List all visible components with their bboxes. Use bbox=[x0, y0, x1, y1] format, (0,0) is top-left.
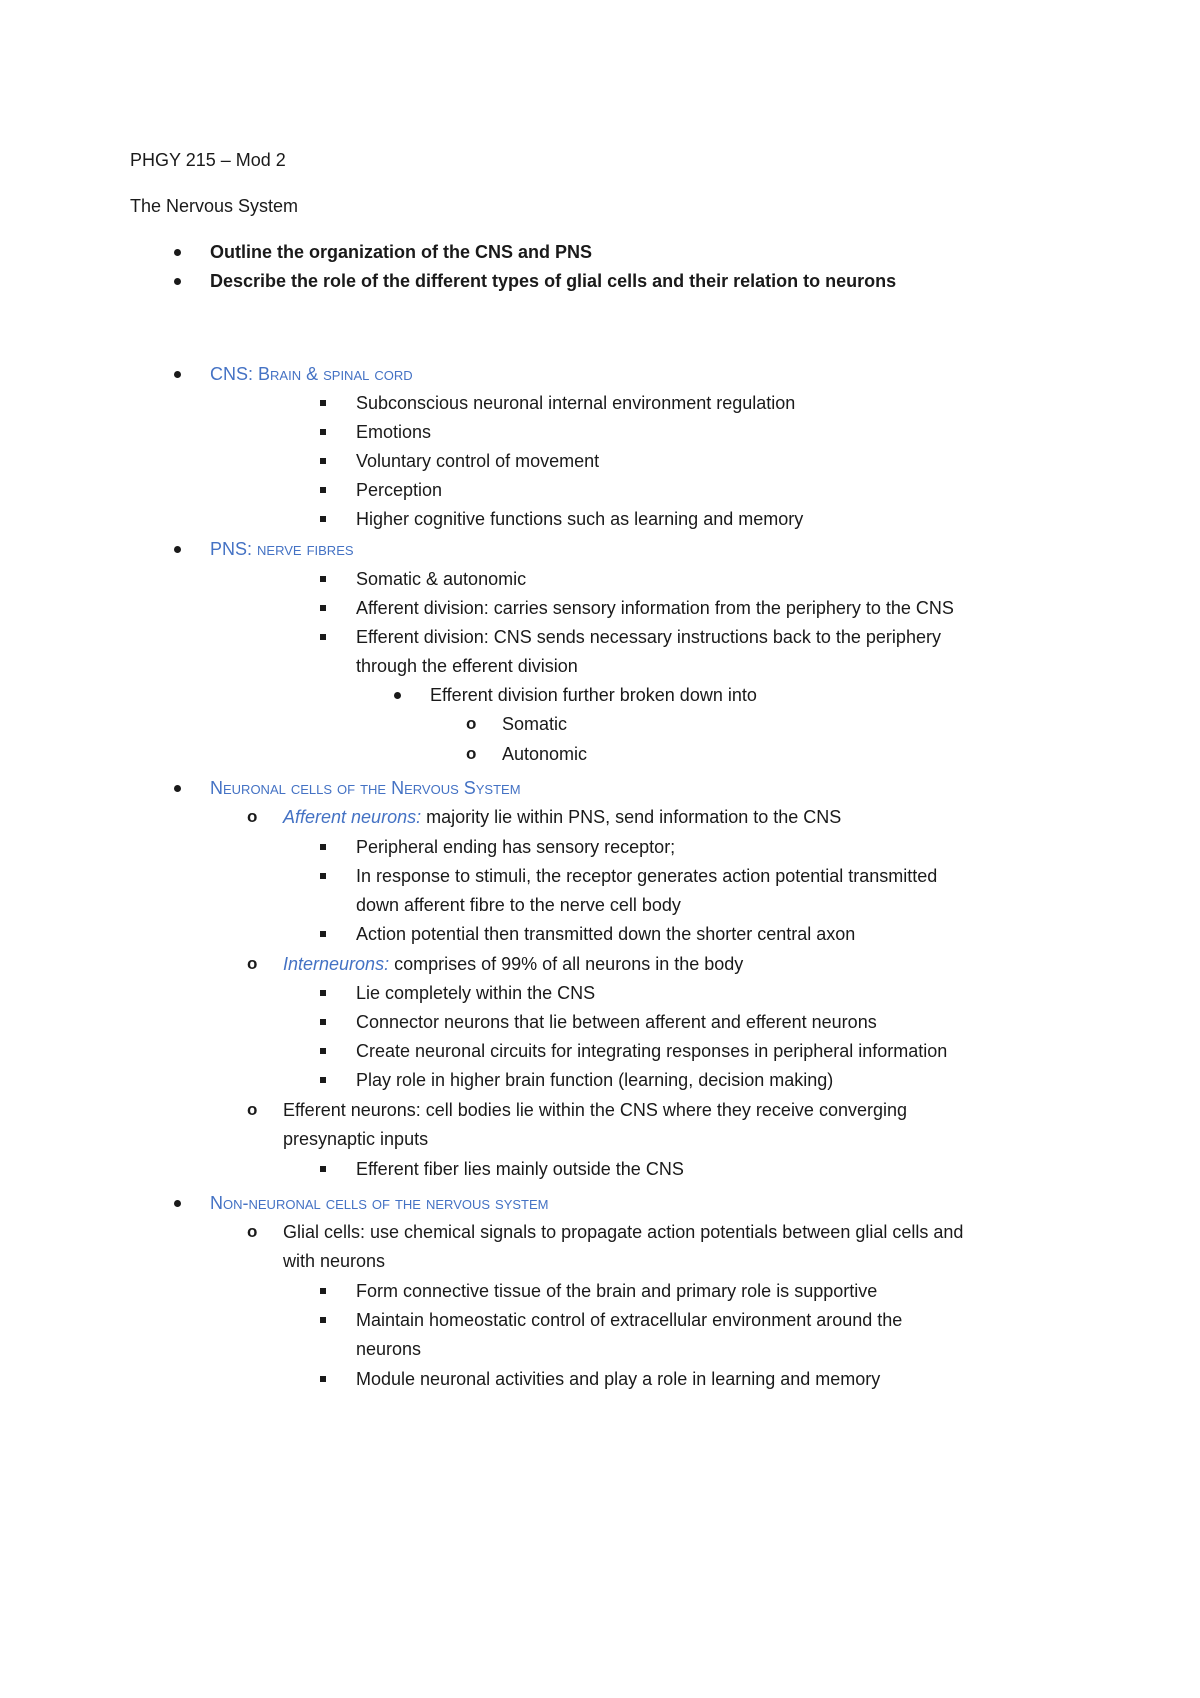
bullet-square-icon bbox=[320, 479, 326, 493]
bullet-square-icon bbox=[320, 508, 326, 522]
bullet-disc-icon bbox=[174, 270, 181, 285]
bullet-square-icon bbox=[320, 923, 326, 937]
list-item: Somatic bbox=[502, 714, 568, 734]
bullet-disc-icon bbox=[174, 241, 181, 256]
bullet-square-icon bbox=[320, 450, 326, 464]
list-item: Action potential then transmitted down the shorter central axon bbox=[356, 924, 856, 944]
bullet-square-icon bbox=[320, 865, 326, 879]
topic-title: The Nervous System bbox=[130, 196, 299, 216]
bullet-disc-icon bbox=[174, 363, 181, 378]
afferent-neurons-item bbox=[283, 806, 841, 828]
nonneuronal-heading: Non-neuronal cells of the nervous system bbox=[210, 1193, 549, 1213]
interneurons-term: Interneurons: bbox=[283, 954, 390, 974]
bullet-square-icon bbox=[320, 1011, 326, 1025]
list-item: Perception bbox=[356, 480, 443, 500]
list-item: Play role in higher brain function (learning, decision making) bbox=[356, 1070, 834, 1090]
interneurons-item bbox=[283, 953, 743, 975]
pns-title: nerve fibres bbox=[257, 539, 354, 559]
bullet-square-icon bbox=[320, 1158, 326, 1172]
interneurons-desc: comprises of 99% of all neurons in the body bbox=[389, 954, 744, 974]
bullet-square-icon bbox=[320, 1309, 326, 1323]
afferent-term: Afferent neurons: bbox=[283, 807, 422, 827]
cns-heading bbox=[210, 363, 413, 385]
bullet-square-icon bbox=[320, 982, 326, 996]
list-item: Form connective tissue of the brain and primary role is supportive bbox=[356, 1281, 878, 1301]
list-item-continuation: down afferent fibre to the nerve cell body bbox=[356, 895, 681, 915]
afferent-desc: majority lie within PNS, send information to the CNS bbox=[421, 807, 842, 827]
list-item: Maintain homeostatic control of extracellular environment around the bbox=[356, 1310, 903, 1330]
bullet-square-icon bbox=[320, 1368, 326, 1382]
list-item: In response to stimuli, the receptor generates action potential transmitted bbox=[356, 866, 938, 886]
pns-label: PNS: bbox=[210, 539, 253, 559]
bullet-circle-icon: o bbox=[247, 1100, 258, 1119]
bullet-disc-icon bbox=[174, 777, 181, 792]
bullet-circle-icon: o bbox=[247, 807, 258, 826]
cns-title: Brain & spinal cord bbox=[258, 364, 413, 384]
bullet-circle-icon: o bbox=[466, 744, 477, 763]
bullet-square-icon bbox=[320, 1040, 326, 1054]
bullet-disc-icon bbox=[174, 1192, 181, 1207]
bullet-square-icon bbox=[320, 836, 326, 850]
list-item: Connector neurons that lie between afferent and efferent neurons bbox=[356, 1012, 877, 1032]
bullet-square-icon bbox=[320, 568, 326, 582]
course-title: PHGY 215 – Mod 2 bbox=[130, 150, 286, 170]
list-item: Efferent division further broken down into bbox=[430, 685, 757, 705]
bullet-disc-icon bbox=[394, 684, 401, 699]
list-item: Create neuronal circuits for integrating responses in peripheral information bbox=[356, 1041, 948, 1061]
list-item: Voluntary control of movement bbox=[356, 451, 600, 471]
bullet-circle-icon: o bbox=[466, 714, 477, 733]
list-item: Autonomic bbox=[502, 744, 588, 764]
bullet-circle-icon: o bbox=[247, 954, 258, 973]
bullet-square-icon bbox=[320, 1280, 326, 1294]
list-item-continuation: through the efferent division bbox=[356, 656, 578, 676]
pns-heading bbox=[210, 538, 354, 560]
list-item-continuation: neurons bbox=[356, 1339, 422, 1359]
bullet-disc-icon bbox=[174, 538, 181, 553]
efferent-neurons-continuation: presynaptic inputs bbox=[283, 1129, 429, 1149]
bullet-square-icon bbox=[320, 1069, 326, 1083]
objective-item: Outline the organization of the CNS and PNS bbox=[210, 242, 593, 262]
objective-item: Describe the role of the different types of glial cells and their relation to neurons bbox=[210, 271, 897, 291]
list-item: Lie completely within the CNS bbox=[356, 983, 596, 1003]
glial-cells-item: Glial cells: use chemical signals to propagate action potentials between glial cells and bbox=[283, 1222, 964, 1242]
efferent-neurons-item: Efferent neurons: cell bodies lie within the CNS where they receive converging bbox=[283, 1100, 908, 1120]
bullet-square-icon bbox=[320, 597, 326, 611]
bullet-square-icon bbox=[320, 392, 326, 406]
list-item: Module neuronal activities and play a role in learning and memory bbox=[356, 1369, 881, 1389]
bullet-square-icon bbox=[320, 626, 326, 640]
bullet-square-icon bbox=[320, 421, 326, 435]
list-item: Somatic & autonomic bbox=[356, 569, 527, 589]
list-item: Efferent fiber lies mainly outside the CNS bbox=[356, 1159, 684, 1179]
list-item: Emotions bbox=[356, 422, 432, 442]
list-item: Peripheral ending has sensory receptor; bbox=[356, 837, 676, 857]
glial-cells-continuation: with neurons bbox=[283, 1251, 386, 1271]
list-item: Subconscious neuronal internal environment regulation bbox=[356, 393, 796, 413]
bullet-circle-icon: o bbox=[247, 1222, 258, 1241]
list-item: Afferent division: carries sensory information from the periphery to the CNS bbox=[356, 598, 954, 618]
cns-label: CNS: bbox=[210, 364, 254, 384]
list-item: Efferent division: CNS sends necessary instructions back to the periphery bbox=[356, 627, 941, 647]
neuronal-heading: Neuronal cells of the Nervous System bbox=[210, 778, 521, 798]
list-item: Higher cognitive functions such as learning and memory bbox=[356, 509, 804, 529]
